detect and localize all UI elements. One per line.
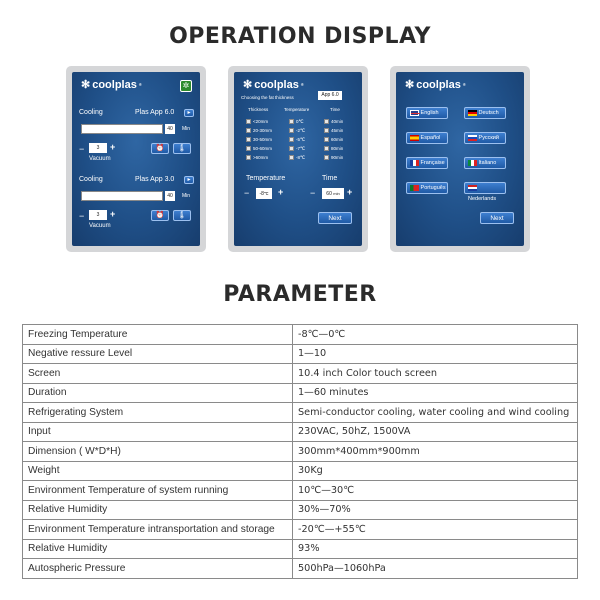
parameter-row: [23, 403, 578, 423]
next-app-button[interactable]: ▸: [184, 109, 194, 117]
temperature-header: Temperature: [284, 107, 310, 112]
germany-flag-icon: [468, 110, 477, 116]
thickness-option[interactable]: 20-30mm: [246, 126, 272, 135]
thickness-option[interactable]: 30-50mm: [246, 135, 272, 144]
minutes-unit: Min: [182, 193, 191, 199]
parameter-value: 93%: [293, 539, 578, 559]
time-label: Time: [322, 175, 338, 182]
parameter-name: Environment Temperature intransportation and storage: [23, 520, 293, 540]
time-plus-button[interactable]: +: [347, 187, 353, 197]
thickness-column: [246, 117, 272, 162]
cooling-progress-field: [81, 191, 163, 201]
parameter-name: Screen: [23, 364, 293, 384]
screen-thickness-panel: [228, 66, 368, 252]
temperature-column: [289, 117, 305, 162]
parameter-value: 10.4 inch Color touch screen: [293, 364, 578, 384]
plas-app-label: Plas App 6.0: [135, 109, 175, 116]
minutes-unit: Min: [182, 126, 191, 132]
alarm-clock-icon[interactable]: ⏰: [151, 210, 169, 221]
snowflake-icon: ✻: [243, 79, 253, 91]
temperature-option[interactable]: -2℃: [289, 126, 305, 135]
parameter-heading: PARAMETER: [223, 282, 377, 307]
parameter-row: [23, 539, 578, 559]
parameter-name: Input: [23, 422, 293, 442]
italy-flag-icon: [468, 160, 477, 166]
temperature-option[interactable]: -7℃: [289, 144, 305, 153]
language-italiano-button[interactable]: Italiano: [464, 157, 506, 169]
parameter-table: [22, 324, 578, 579]
temperature-option[interactable]: -8℃: [289, 153, 305, 162]
russia-flag-icon: [468, 135, 477, 141]
time-option[interactable]: 40min: [324, 117, 343, 126]
cooling-label: Cooling: [79, 176, 103, 183]
thickness-option[interactable]: >60mm: [246, 153, 272, 162]
parameter-value: 1—60 minutes: [293, 383, 578, 403]
parameter-row: [23, 559, 578, 579]
vacuum-label: Vacuum: [89, 223, 111, 229]
parameter-value: 30%—70%: [293, 500, 578, 520]
language-deutsch-button[interactable]: Deutsch: [464, 107, 506, 119]
language-english-button[interactable]: English: [406, 107, 448, 119]
time-header: Time: [330, 107, 340, 112]
vacuum-level-field[interactable]: 3: [89, 210, 107, 220]
vacuum-level-field[interactable]: 3: [89, 143, 107, 153]
parameter-name: Duration: [23, 383, 293, 403]
temperature-minus-button[interactable]: −: [244, 188, 250, 198]
screen-language-panel: [390, 66, 530, 252]
thickness-subtitle: Choosing the fat thickness: [241, 95, 294, 100]
parameter-row: [23, 364, 578, 384]
alarm-clock-icon[interactable]: ⏰: [151, 143, 169, 154]
app-field[interactable]: App 6.0: [318, 91, 342, 100]
vacuum-label: Vacuum: [89, 156, 111, 162]
language-nederlands-button[interactable]: Nederlands: [464, 182, 506, 194]
minutes-field[interactable]: 40: [165, 124, 175, 134]
parameter-value: 30Kg: [293, 461, 578, 481]
language-francaise-button[interactable]: Française: [406, 157, 448, 169]
next-button[interactable]: Next: [318, 212, 352, 224]
minutes-field[interactable]: 40: [165, 191, 175, 201]
temperature-option[interactable]: -5℃: [289, 135, 305, 144]
screen-cooling-panel: [66, 66, 206, 252]
cooling-progress-field: [81, 124, 163, 134]
vacuum-plus-button[interactable]: +: [110, 142, 116, 152]
parameter-name: Negative ressure Level: [23, 344, 293, 364]
snowflake-icon: ✻: [81, 79, 91, 91]
brand-logo: ✻ coolplas ®: [243, 78, 304, 91]
time-option[interactable]: 60min: [324, 135, 343, 144]
vacuum-plus-button[interactable]: +: [110, 209, 116, 219]
brand-logo: ✻ coolplas ®: [405, 78, 466, 91]
parameter-row: [23, 344, 578, 364]
time-option[interactable]: 45min: [324, 126, 343, 135]
parameter-row: [23, 325, 578, 345]
thickness-option[interactable]: <20mm: [246, 117, 272, 126]
netherlands-flag-icon: [468, 185, 477, 191]
cooling-label: Cooling: [79, 109, 103, 116]
time-value-field[interactable]: 60 min: [322, 188, 344, 199]
parameter-name: Dimension ( W*D*H): [23, 442, 293, 462]
brand-logo: ✻ coolplas ®: [81, 78, 142, 91]
parameter-row: [23, 383, 578, 403]
snowflake-icon: ✻: [405, 79, 415, 91]
parameter-name: Freezing Temperature: [23, 325, 293, 345]
parameter-value: 1—10: [293, 344, 578, 364]
next-app-button[interactable]: ▸: [184, 176, 194, 184]
thickness-header: Thickness: [248, 107, 269, 112]
parameter-name: Environment Temperature of system running: [23, 481, 293, 501]
parameter-name: Refrigerating System: [23, 403, 293, 423]
parameter-row: [23, 481, 578, 501]
temperature-option[interactable]: 0℃: [289, 117, 305, 126]
parameter-value: 10℃—30℃: [293, 481, 578, 501]
parameter-value: Semi-conductor cooling, water cooling and wind cooling: [293, 403, 578, 423]
vacuum-minus-button[interactable]: −: [79, 144, 85, 154]
temperature-plus-button[interactable]: +: [278, 187, 284, 197]
plas-app-label: Plas App 3.0: [135, 176, 175, 183]
language-espanol-button[interactable]: Español: [406, 132, 448, 144]
parameter-value: 300mm*400mm*900mm: [293, 442, 578, 462]
time-minus-button[interactable]: −: [310, 188, 316, 198]
time-column: [324, 117, 343, 162]
cooling-screen: [72, 72, 200, 246]
temperature-label: Temperature: [246, 175, 286, 182]
thermometer-icon[interactable]: 🌡: [173, 143, 191, 154]
parameter-name: Weight: [23, 461, 293, 481]
thermometer-icon[interactable]: 🌡: [173, 210, 191, 221]
portugal-flag-icon: [410, 185, 419, 191]
parameter-value: -8℃—0℃: [293, 325, 578, 345]
parameter-name: Relative Humidity: [23, 500, 293, 520]
parameter-value: 500hPa—1060hPa: [293, 559, 578, 579]
vacuum-minus-button[interactable]: −: [79, 211, 85, 221]
parameter-name: Relative Humidity: [23, 539, 293, 559]
parameter-row: [23, 520, 578, 540]
temperature-value-field[interactable]: -8℃: [256, 188, 272, 199]
parameter-row: [23, 422, 578, 442]
settings-gear-icon[interactable]: ✲: [180, 80, 192, 92]
time-option[interactable]: 90min: [324, 153, 343, 162]
uk-flag-icon: [410, 110, 419, 116]
language-screen: [396, 72, 524, 246]
thickness-screen: [234, 72, 362, 246]
parameter-name: Autospheric Pressure: [23, 559, 293, 579]
parameter-row: [23, 461, 578, 481]
next-button[interactable]: Next: [480, 212, 514, 224]
parameter-value: -20℃—+55℃: [293, 520, 578, 540]
parameter-row: [23, 500, 578, 520]
language-russian-button[interactable]: Русский: [464, 132, 506, 144]
thickness-option[interactable]: 50-60mm: [246, 144, 272, 153]
parameter-value: 230VAC, 50hZ, 1500VA: [293, 422, 578, 442]
operation-display-heading: OPERATION DISPLAY: [169, 24, 431, 49]
parameter-row: [23, 442, 578, 462]
france-flag-icon: [410, 160, 419, 166]
spain-flag-icon: [410, 135, 419, 141]
time-option[interactable]: 80min: [324, 144, 343, 153]
language-portugues-button[interactable]: Português: [406, 182, 448, 194]
